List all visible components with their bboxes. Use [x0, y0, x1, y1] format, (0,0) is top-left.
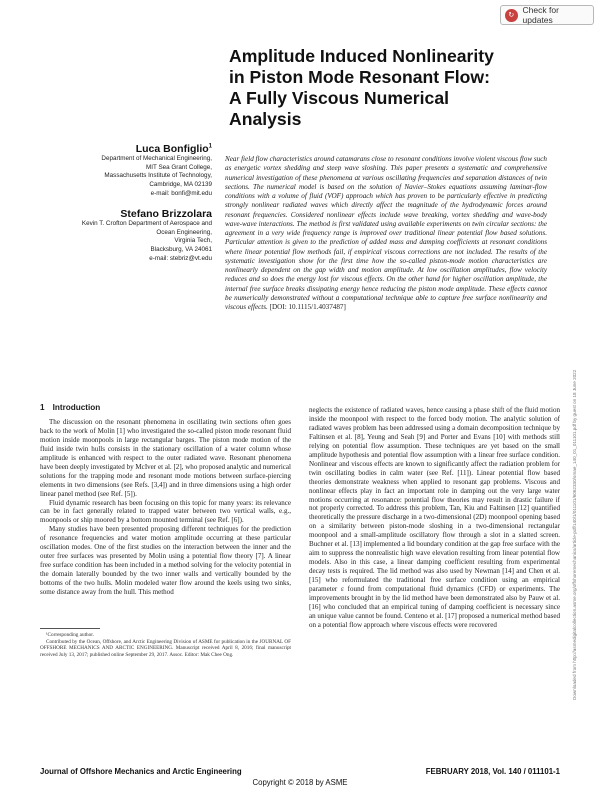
section-title: Introduction	[52, 403, 101, 412]
title-line: Amplitude Induced Nonlinearity	[229, 46, 494, 66]
body-paragraph: neglects the existence of radiated waves, hence causing a phase shift of the fluid motion inside the moonpool with respect to the forced body motion. The analytic solution of radiated waves problem has been addressed using a domain decomposition technique by Faltinsen et al. [8], Yeung and Seah [9] and Porter and Evans [10] with methods still relying on potential flow assumption. These techniques are yet based on the small amplitude hypothesis and potential flow assumption with a linear free surface condition. Nonlinear and viscous effects are known to significantly affect the radiation problem for twin oscillating bodies in calm water (see Ref. [11]). Linear potential flow based theories demonstrate weakness when applied to resonant gap problems. Viscous and nonlinear effects play in fact an important role in damping out the very large water motions occurring at resonance: potential flow theories may result in drastic failure if not properly corrected. To address this problem, Tan, Kiu and Faltinsen [12] quantified theoretically the pressure discharge in a two-dimensional (2D) moonpool opening based on a similarity between piston-mode sloshing in a two-dimensional rectangular moonpool and a small-amplitude oscillatory flow through a slot in a slatted screen. Buchner et al. [13] implemented a lid boundary condition at the gap free surface with the aim to suppress the nonrealistic high wave elevation resulting from linear potential flow models. Also in this case, a linear damping coefficient resulting from experimental decay tests is required. The lid method was also used by Newman [14] and Chen et al. [15] who reformulated the traditional free surface condition using an empirical parameter ε found from computational fluid dynamics (CFD) or experiments. The improvements brought in by the lid method have been demonstrated also by Pauw et al. [16] who concluded that an empirical tuning of damping coefficient is necessary since an unique value cannot be found. Centeno et al. [17] proposed a numerical method based on a potential flow approach where viscous effects were recovered	[309, 406, 560, 629]
author-name: Stefano Brizzolara	[120, 208, 212, 220]
copyright: Copyright © 2018 by ASME	[252, 778, 348, 787]
abstract-doi: [DOI: 10.1115/1.4037487]	[269, 303, 346, 311]
issue-info: FEBRUARY 2018, Vol. 140 / 011101-1	[425, 767, 560, 776]
title-line: Analysis	[229, 109, 302, 129]
corresponding-author-mark: 1	[208, 143, 212, 150]
footnote-rule	[40, 628, 100, 629]
abstract-text: Near field flow characteristics around catamarans close to resonant conditions involve violent viscous flow such as energetic vortex shedding and steep wave sloshing. This paper presents a systematic and comprehensive numerical investigation of these phenomena at various oscillating frequencies and separation distances of twin sections. The numerical model is based on the solution of Navier–Stokes equations assuming laminar-flow conditions with a volume of fluid (VOF) approach which has proven to be particularly effective in predicting strongly nonlinear radiated waves which directly affect the magnitude of the hydrodynamic forces around resonant frequencies. Considered nonlinear effects include wave breaking, vortex shedding and wave-body wave-wave interactions. The method is first validated using available experiments on twin circular sections: the agreement in a very wide frequency range is improved over traditional linear potential flow based solutions. Particular attention is given to the prediction of added mass and damping coefficients at resonant conditions where linear potential flow methods fail, if empirical viscous corrections are not included. The results of the systematic investigation show for the first time how the so-called piston-mode motion characteristics are nonlinearly dependent on the gap width and motion amplitude. At low oscillation amplitudes, flow velocity reduces and so does the energy lost for viscous effects. On the other hand for higher oscillation amplitude, the internal free surface breaks dissipating energy hence reducing the piston mode amplitude. These effects cannot be numerically demonstrated without a computational technique able to capture free surface nonlinearity and viscous effects.	[225, 155, 547, 311]
check-for-updates-button[interactable]	[500, 5, 594, 25]
update-badge-icon: ↻	[505, 9, 518, 22]
column-right	[309, 406, 560, 630]
author-block-2	[40, 208, 212, 264]
body-paragraph: Fluid dynamic research has been focusing on this topic for many years: its relevance can be in fact generally related to trapped water between two vertical walls, e.g., moonpools or ship moored by a bottom mounted terminal (see Ref. [6]).	[40, 498, 291, 525]
section-number: 1	[40, 403, 45, 412]
download-note: Downloaded from http://asmedigitalcollection.asme.org/offshoremechanics/article-pdf/140/1/011101/6062330/omae_140_01_011101.pdf by guest on 18 June 2022	[572, 369, 577, 700]
body-paragraph: The discussion on the resonant phenomena in oscillating twin sections often goes back to the work of Molin [1] who investigated the so-called piston mode resonant fluid motion inside moonpools in large rectangular barges. The piston mode motion of the fluid inside twin hulls consists in the stationary oscillation of a water column whose amplitude is enhanced with respect to the outer radiated wave. Resonant phenomena have been deeply investigated by McIver et al. [2], who proposed analytic and numerical solutions for the trapping mode and resonant mode motions between surface-piercing elements in two dimensions (see Refs. [3,4]) and in three dimensions using a high order linear panel method (see Ref. [5]).	[40, 417, 291, 498]
author-block-1	[40, 143, 212, 199]
section-heading	[40, 404, 291, 413]
author-email: e-mail: stebriz@vt.edu	[149, 254, 212, 262]
affiliation-line: MIT Sea Grant College,	[145, 163, 212, 171]
affiliation-line: Ocean Engineering,	[156, 228, 212, 236]
footnote: Contributed by the Ocean, Offshore, and Arctic Engineering Division of ASME for publication in the JOURNAL OF OFFSHORE MECHANICS AND ARCTIC ENGINEERING. Manuscript received April 8, 2016; final manuscript received July 13, 2017; published online September 29, 2017. Assoc. Editor: Mak Chee Ong.	[40, 638, 291, 658]
abstract	[225, 155, 547, 312]
title-line: A Fully Viscous Numerical	[229, 88, 449, 108]
footnotes	[40, 632, 291, 658]
title-line: in Piston Mode Resonant Flow:	[229, 67, 490, 87]
author-email: e-mail: bonfi@mit.edu	[150, 189, 212, 197]
affiliation-line: Virginia Tech,	[174, 237, 212, 245]
affiliation-line: Kevin T. Crofton Department of Aerospace and	[81, 220, 212, 227]
affiliation-line: Cambridge, MA 02139	[149, 181, 212, 189]
affiliation-line: Blacksburg, VA 24061	[150, 246, 212, 254]
body-paragraph: Many studies have been presented proposing different techniques for the prediction of resonance frequencies and water motion amplitude occurring at these particular oscillation modes. One of the first studies on the interaction between the inner and the outer free surfaces was presented by Molin using a potential flow theory [7]. A linear free surface condition has been included in a method solving for the velocity potential in the domain laterally bounded by the two inner walls and vertically bounded by the bottoms of the two hulls. Molin modeled water flow around the keels using two sinks, some distance away from the hull. This method	[40, 525, 291, 597]
affiliation-line: Massachusetts Institute of Technology,	[104, 172, 212, 180]
journal-name: Journal of Offshore Mechanics and Arctic Engineering	[40, 767, 242, 776]
footnote: ¹Corresponding author.	[46, 632, 94, 638]
column-left	[40, 404, 291, 597]
paper-title	[229, 46, 569, 130]
check-for-updates-label: Check for updates	[522, 5, 559, 25]
author-name: Luca Bonfiglio$^1$	[135, 143, 212, 155]
affiliation-line: Department of Mechanical Engineering,	[101, 155, 212, 162]
